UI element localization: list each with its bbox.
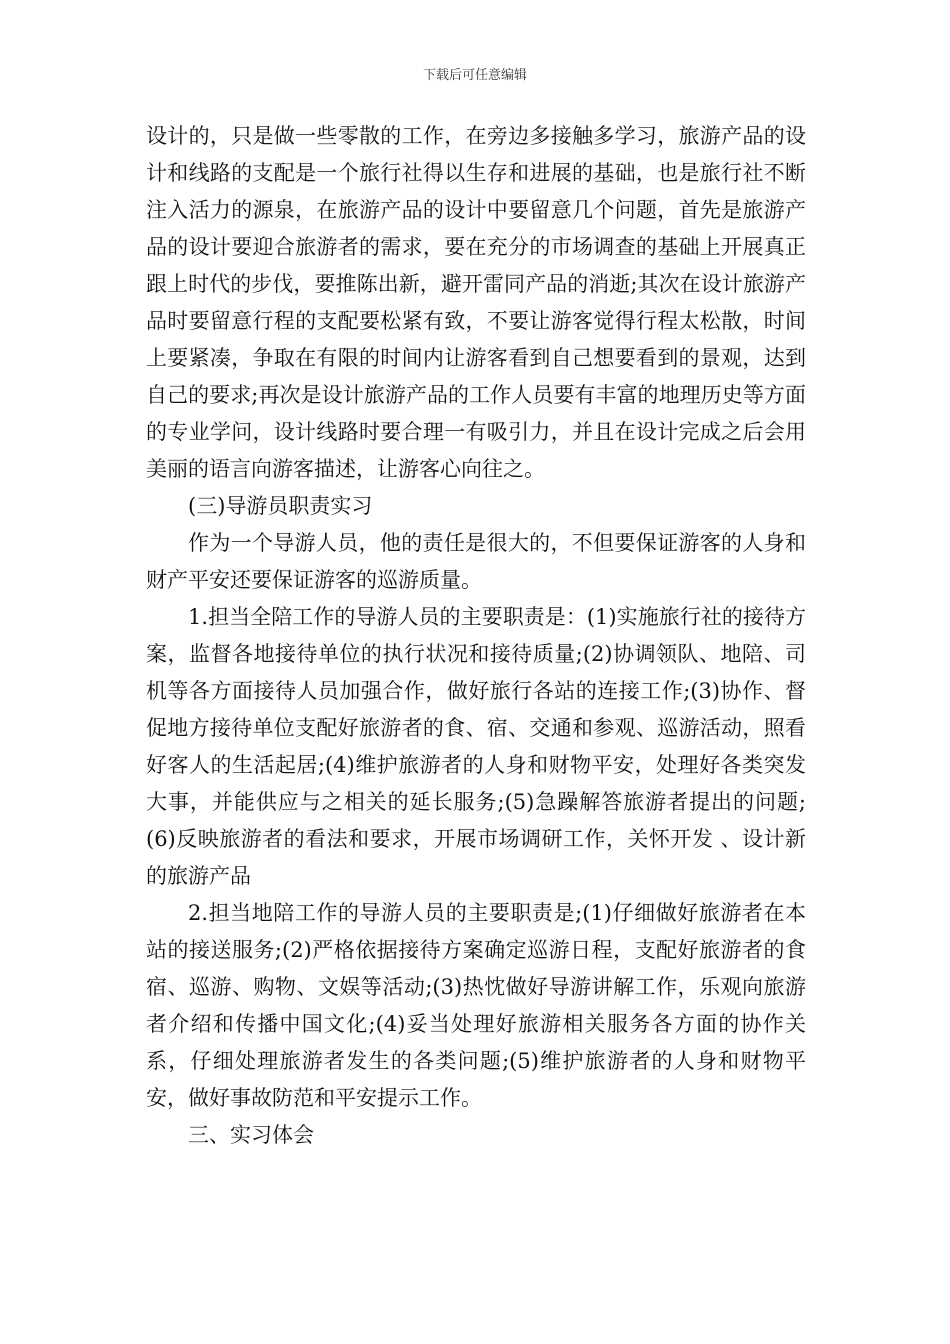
paragraph-full-escort-duties: 1.担当全陪工作的导游人员的主要职责是：(1)实施旅行社的接待方案，监督各地接待单位的执行状况和接待质量;(2)协调领队、地陪、司机等各方面接待人员加强合作，做好旅行各站的连接工作;(3)协作、督促地方接待单位支配好旅游者的食、宿、交通和参观、巡游活动，照看好客人的生活起居;(4)维护旅游者的人身和财物平安，处理好各类突发大事，并能供应与之相关的延长服务;(5)急躁解答旅游者提出的问题;(6)反映旅游者的看法和要求，开展市场调研工作，关怀开发 、设计新的旅游产品 (146, 605, 806, 888)
document-body (146, 118, 806, 1154)
paragraph-product-design: 设计的，只是做一些零散的工作，在旁边多接触多学习，旅游产品的设计和线路的支配是一个旅行社得以生存和进展的基础，也是旅行社不断注入活力的源泉，在旅游产品的设计中要留意几个问题，首先是旅游产品的设计要迎合旅游者的需求，要在充分的市场调查的基础上开展真正跟上时代的步伐，要推陈出新，避开雷同产品的消逝;其次在设计旅游产品时要留意行程的支配要松紧有致，不要让游客觉得行程太松散，时间上要紧凑，争取在有限的时间内让游客看到自己想要看到的景观，达到自己的要求;再次是设计旅游产品的工作人员要有丰富的地理历史等方面的专业学问，设计线路时要合理一有吸引力，并且在设计完成之后会用美丽的语言向游客描述，让游客心向往之。 (146, 124, 806, 481)
section-heading-internship-reflection: 三、实习体会 (188, 1123, 314, 1147)
page-header: 下载后可任意编辑 (422, 68, 527, 83)
section-heading-guide-duties: (三)导游员职责实习 (188, 494, 373, 518)
paragraph-guide-responsibility: 作为一个导游人员，他的责任是很大的，不但要保证游客的人身和财产平安还要保证游客的巡游质量。 (146, 531, 806, 592)
paragraph-local-guide-duties: 2.担当地陪工作的导游人员的主要职责是;(1)仔细做好旅游者在本站的接送服务;(2)严格依据接待方案确定巡游日程，支配好旅游者的食宿、巡游、购物、文娱等活动;(3)热忱做好导游讲解工作，乐观向旅游者介绍和传播中国文化;(4)妥当处理好旅游相关服务各方面的协作关系，仔细处理旅游者发生的各类问题;(5)维护旅游者的人身和财物平安，做好事故防范和平安提示工作。 (146, 901, 806, 1110)
